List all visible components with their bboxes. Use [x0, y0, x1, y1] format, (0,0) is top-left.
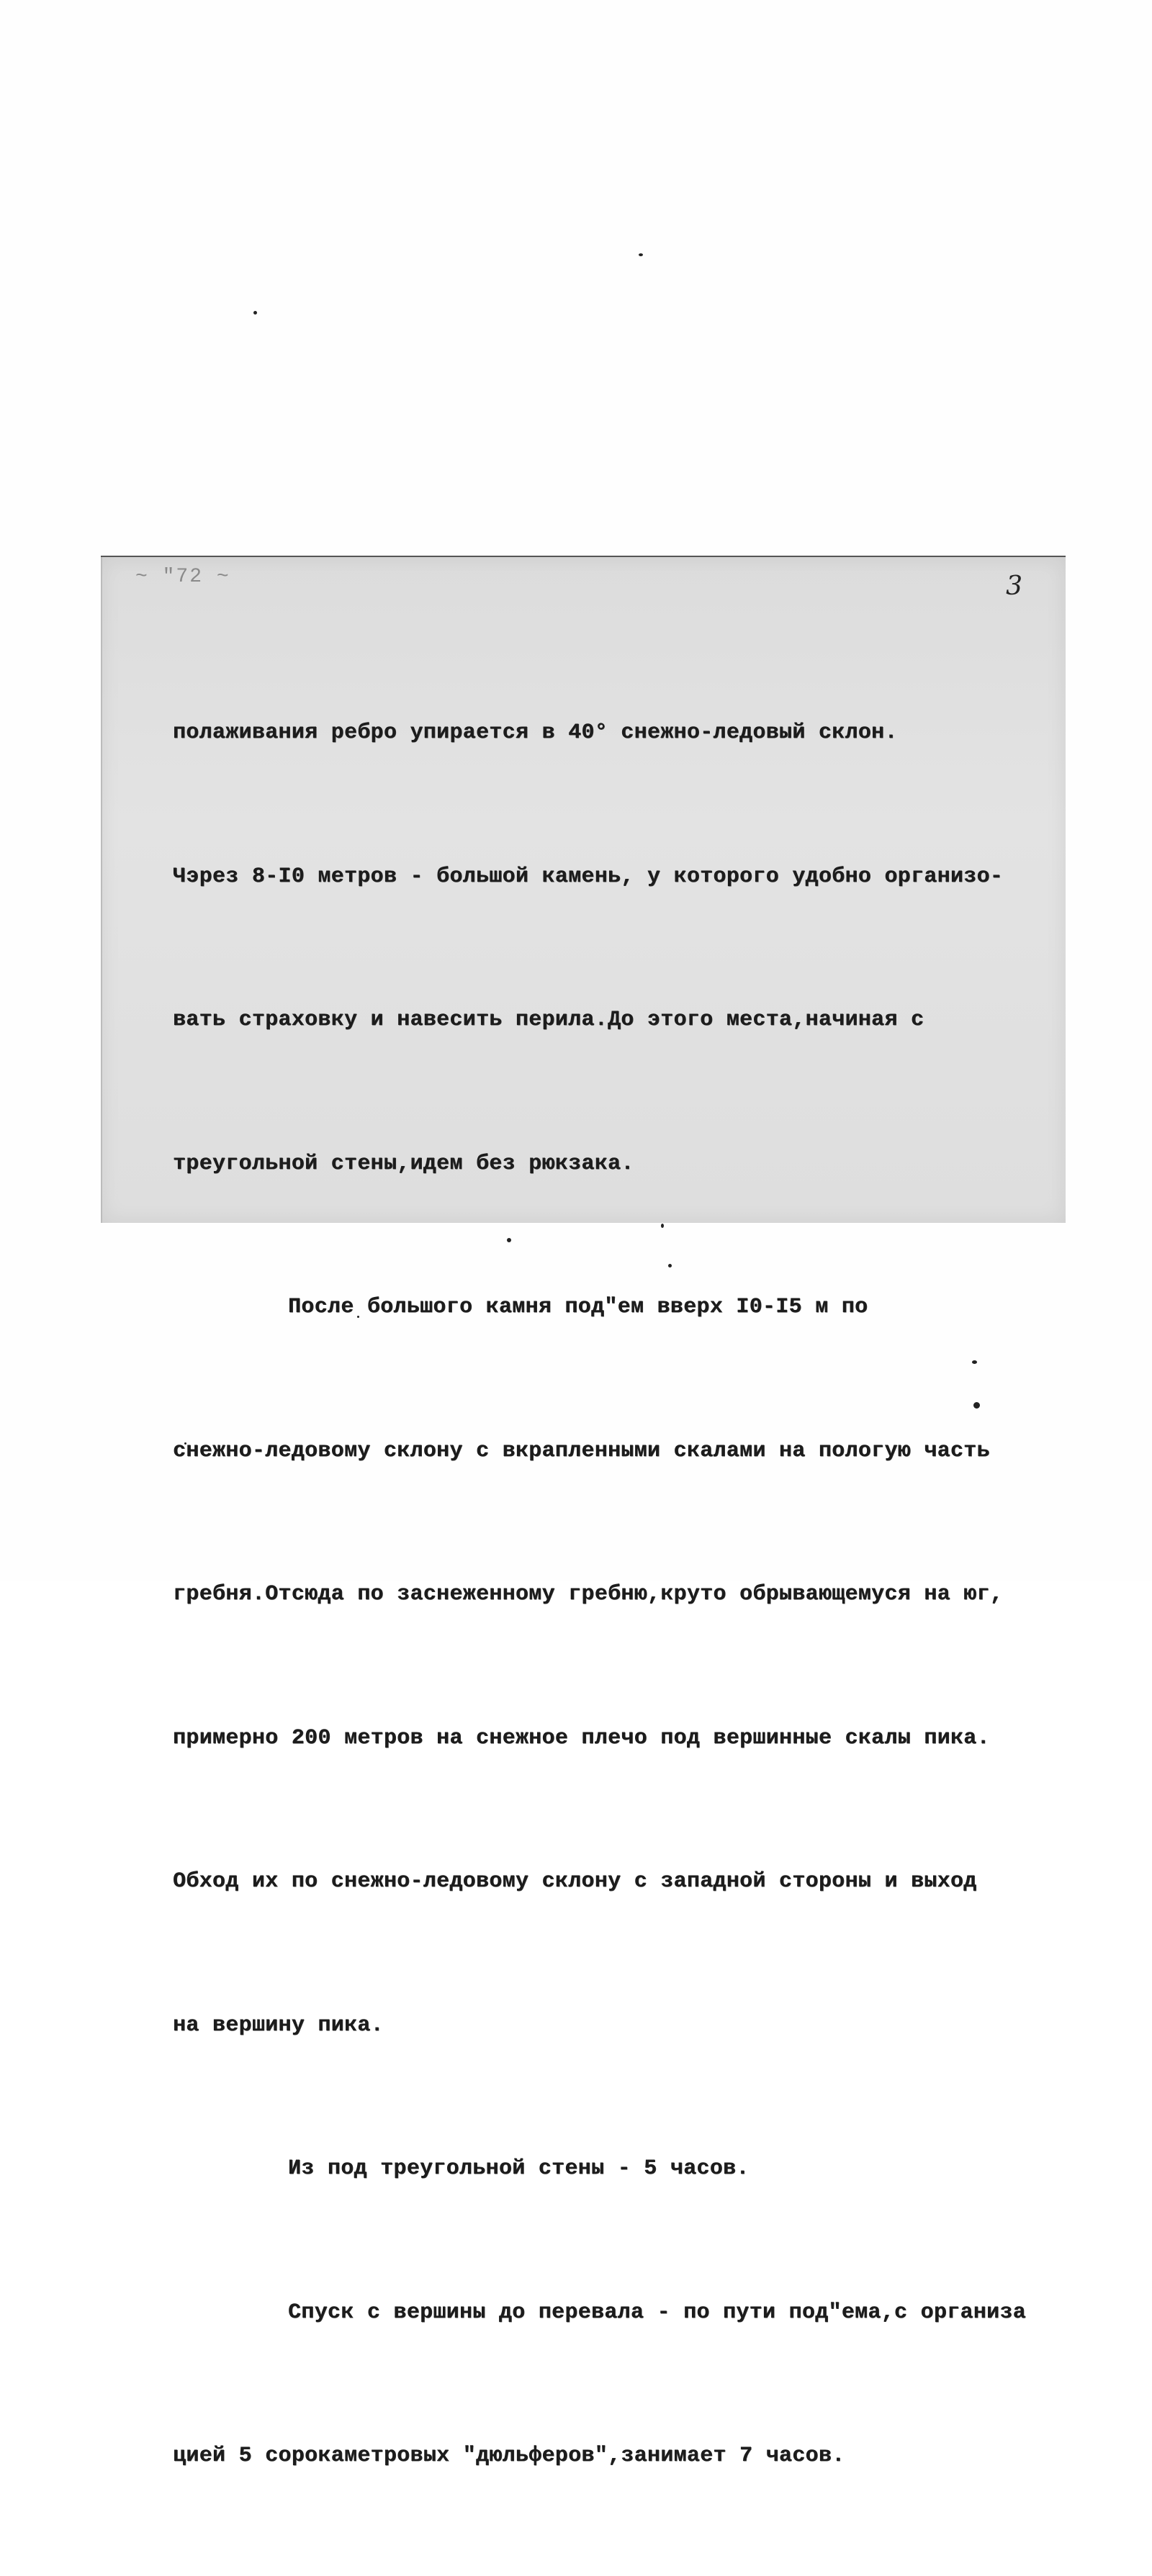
- margin-mark: ~ "72 ~: [135, 566, 230, 588]
- typed-text-body: [173, 613, 1058, 2576]
- text-line: Из под треугольной стены - 5 часов.: [288, 2156, 750, 2181]
- text-line: Обход их по снежно-ледовому склону с западной стороны и выход: [173, 1869, 977, 1894]
- text-line: примерно 200 метров на снежное плечо под вершинные скалы пика.: [173, 1725, 990, 1750]
- clipping-edge: [101, 557, 102, 1223]
- dust-speck: [639, 253, 643, 256]
- typewritten-clipping: [101, 556, 1066, 2468]
- text-line: Чэрез 8-I0 метров - большой камень, у которого удобно организо-: [173, 864, 1004, 889]
- text-line: гребня.Отсюда по заснеженному гребню,круто обрывающемуся на юг,: [173, 1582, 1004, 1606]
- text-line: Спуск с вершины до перевала - по пути под"ема,с организа: [288, 2300, 1026, 2325]
- text-line: снежно-ледовому склону с вкрапленными скалами на пологую часть: [173, 1438, 990, 1463]
- text-line: на вершину пика.: [173, 2012, 384, 2038]
- text-line: После большого камня под"ем вверх I0-I5 м по: [288, 1295, 868, 1319]
- text-line: треугольной стены,идем без рюкзака.: [173, 1151, 634, 1176]
- text-line: вать страховку и навесить перила.До этого места,начиная с: [173, 1008, 924, 1032]
- page-number: 3: [1006, 571, 1022, 601]
- dust-speck: [253, 311, 257, 315]
- text-line: цией 5 сорокаметровых "дюльферов",занимает 7 часов.: [173, 2444, 845, 2468]
- text-line: полаживания ребро упирается в 40° снежно-ледовый склон.: [173, 720, 898, 745]
